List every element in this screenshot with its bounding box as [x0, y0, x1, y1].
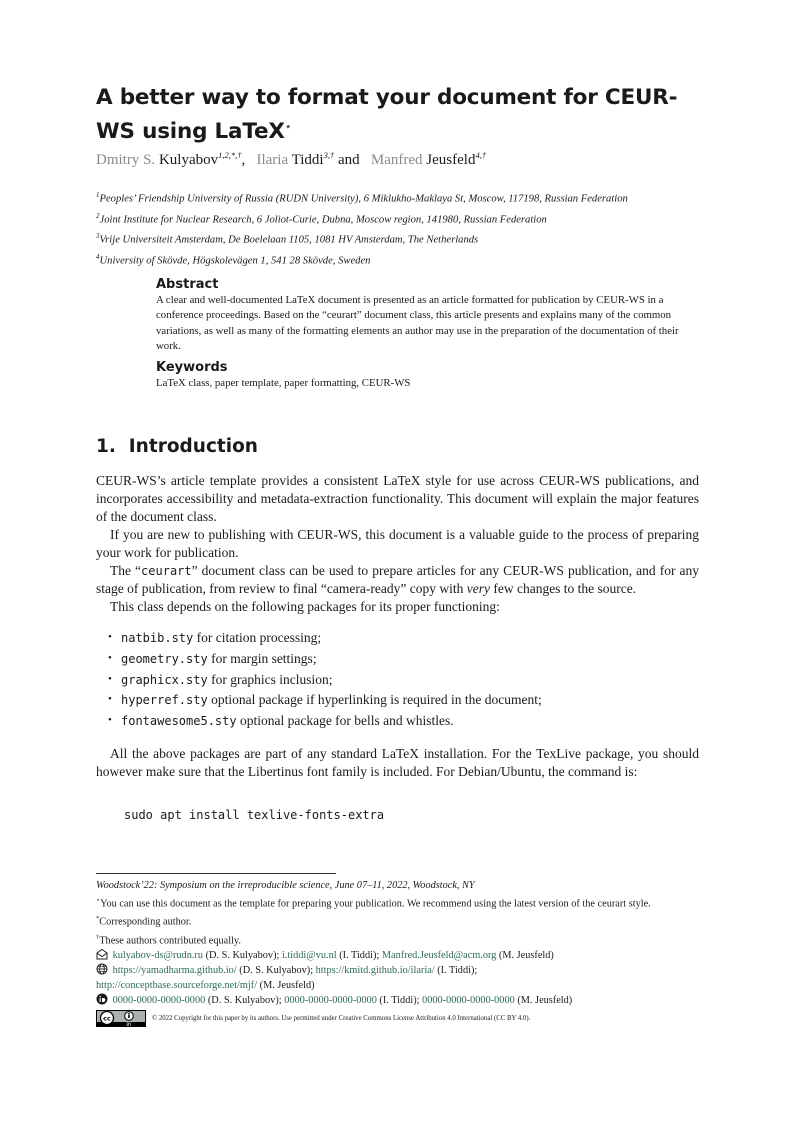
envelope-icon	[96, 948, 108, 960]
url-link[interactable]: https://yamadharma.github.io/	[112, 965, 237, 977]
list-item: • graphicx.sty for graphics inclusion;	[121, 670, 699, 691]
list-item: • geometry.sty for margin settings;	[121, 649, 699, 670]
section-heading: 1. Introduction	[96, 436, 258, 457]
author: Dmitry S. Kulyabov$^{1,2,*,\dagger}$	[96, 150, 242, 168]
paragraph: All the above packages are part of any standard LaTeX installation. For the TexLive package, you should however make sure that the Libertinus font family is included. For Debian/Ubuntu, the command is:	[96, 745, 699, 779]
footnote: *Corresponding author.	[96, 915, 192, 928]
paragraph: This class depends on the following packages for its proper functioning:	[110, 599, 500, 614]
orcid-link[interactable]: 0000-0000-0000-0000	[112, 995, 206, 1007]
affiliation: $^4$University of Skövde, Högskolevägen 1, 541 28 Skövde, Sweden	[96, 253, 371, 267]
paper-title	[96, 83, 706, 146]
footnote: †These authors contributed equally.	[96, 933, 241, 947]
abstract-text: A clear and well-documented LaTeX document is presented as an article formatted for publication by CEUR-WS in a conference proceedings. Based on the “ceurart” document class, this article presents and explains many of the common variations, as well as many of the formatting elements an author may use in the preparation of the documentation of their work.	[156, 294, 679, 352]
email-link[interactable]: kulyabov-ds@rudn.ru	[112, 950, 203, 962]
url-link[interactable]: http://conceptbase.sourceforge.net/mjf/	[96, 980, 258, 992]
paragraph: CEUR-WS’s article template provides a consistent LaTeX style for use across CEUR-WS publications, and incorporates accessibility and metadata-extraction functionality. This document will explain the major features of the document class.	[96, 473, 700, 524]
title-footnote-mark: ⋆	[284, 120, 292, 133]
copyright-line	[96, 1010, 701, 1027]
url-line: https://yamadharma.github.io/ (D. S. Kulyabov); https://kmitd.github.io/ilaria/ (I. Tiddi); http://conceptbase.sourceforge.net/mjf/ (M. Jeusfeld)	[96, 965, 478, 992]
author-list: Dmitry S. Kulyabov$^{1,2,*,\dagger}$, Ilaria Tiddi$^{3,\dagger}$ and Manfred Jeusfeld$^{4,\dagger}$	[96, 150, 487, 168]
abstract	[156, 277, 701, 354]
email-line: kulyabov-ds@rudn.ru (D. S. Kulyabov); i.tiddi@vu.nl (I. Tiddi); Manfred.Jeusfeld@acm.org (M. Jeusfeld)	[96, 948, 701, 963]
footnote-rule	[96, 873, 336, 874]
orcid-link[interactable]: 0000-0000-0000-0000	[284, 995, 377, 1007]
footnotes	[96, 878, 701, 1027]
keywords-text: LaTeX class, paper template, paper formatting, CEUR-WS	[156, 377, 411, 389]
copyright-text: © 2022 Copyright for this paper by its authors. Use permitted under Creative Commons License Attribution 4.0 International (CC BY 4.0).	[152, 1015, 531, 1023]
author: Manfred Jeusfeld$^{4,\dagger}$	[370, 150, 487, 168]
paragraph: The “ceurart” document class can be used to prepare articles for any CEUR-WS publication, and for any stage of publication, from review to final “camera-ready” copy with very few changes to the source.	[96, 563, 699, 596]
url-link[interactable]: https://kmitd.github.io/ilaria/	[315, 965, 435, 977]
abstract-heading: Abstract	[156, 277, 219, 292]
author: Ilaria Tiddi$^{3,\dagger}$	[256, 150, 335, 168]
title-text: A better way to format your document for CEUR-WS using LaTeX	[96, 85, 678, 145]
footnote: ⋆You can use this document as the template for preparing your publication. We recommend using the latest version of the ceurart style.	[96, 897, 651, 910]
affiliation: $^2$Joint Institute for Nuclear Research, 6 Joliot-Curie, Dubna, Moscow region, 141980, Russian Federation	[96, 211, 547, 226]
keywords	[156, 360, 701, 391]
email-link[interactable]: i.tiddi@vu.nl	[281, 950, 337, 962]
conference-note: Woodstock’22: Symposium on the irreproducible science, June 07–11, 2022, Woodstock, NY	[96, 880, 475, 891]
cc-by-license-icon	[96, 1010, 146, 1027]
list-item: • hyperref.sty optional package if hyperlinking is required in the document;	[121, 690, 699, 711]
orcid-link[interactable]: 0000-0000-0000-0000	[422, 995, 515, 1007]
orcid-icon	[96, 993, 108, 1005]
affiliations	[96, 187, 628, 270]
orcid-line: 0000-0000-0000-0000 (D. S. Kulyabov); 0000-0000-0000-0000 (I. Tiddi); 0000-0000-0000-0000 (M. Jeusfeld)	[96, 993, 701, 1008]
affiliation: $^3$Vrije Universiteit Amsterdam, De Boelelaan 1105, 1081 HV Amsterdam, The Netherlands	[96, 232, 479, 246]
affiliation: $^1$Peoples’ Friendship University of Russia (RUDN University), 6 Miklukho-Maklaya St, Moscow, 117198, Russian Federation	[96, 191, 628, 205]
globe-icon	[96, 963, 108, 975]
list-item: • fontawesome5.sty optional package for bells and whistles.	[121, 711, 699, 732]
keywords-heading: Keywords	[156, 360, 228, 375]
cc-by-label: BY	[126, 1022, 132, 1028]
list-item: • natbib.sty for citation processing;	[121, 628, 699, 649]
code-block: sudo apt install texlive-fonts-extra	[124, 807, 385, 822]
body-text	[96, 472, 699, 824]
email-link[interactable]: Manfred.Jeusfeld@acm.org	[381, 950, 497, 962]
svg-text:cc: cc	[103, 1014, 111, 1023]
paragraph: If you are new to publishing with CEUR-WS, this document is a valuable guide to the process of preparing your work for publication.	[96, 527, 699, 560]
package-list	[96, 628, 699, 732]
